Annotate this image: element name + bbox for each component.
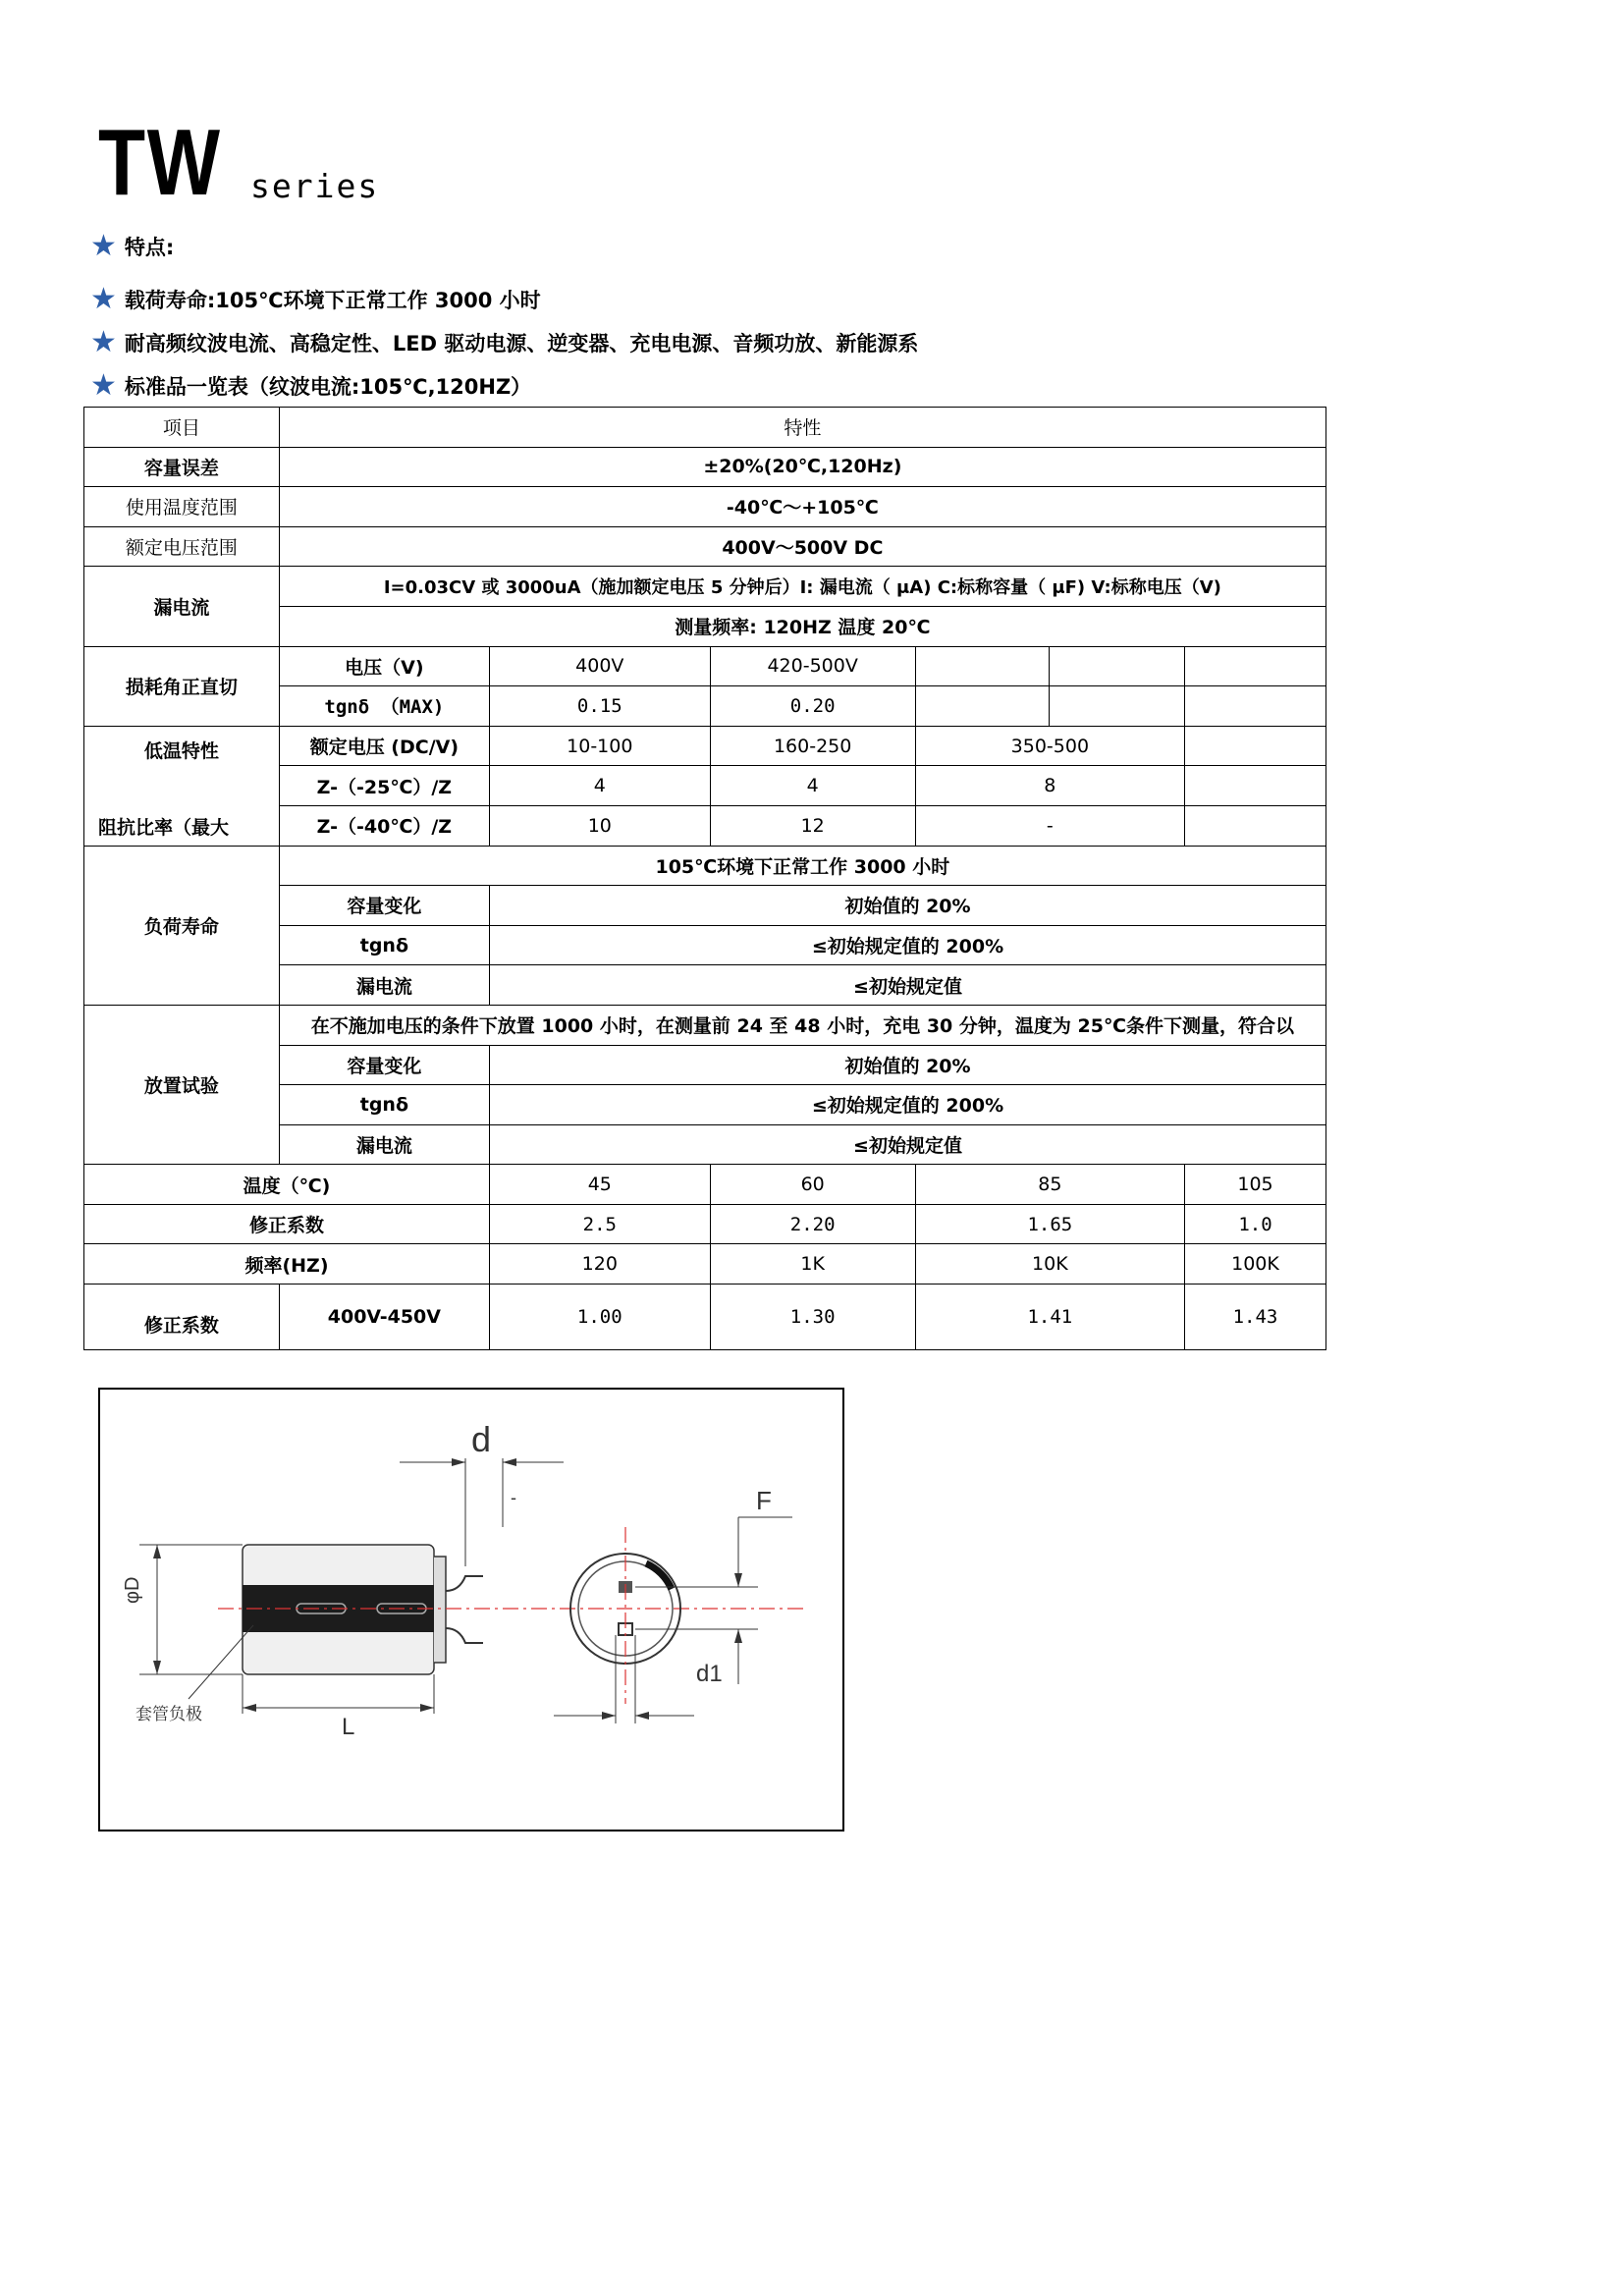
lt-voltage-label: 额定电压 (DC/V): [279, 726, 489, 766]
ll-leak-label: 漏电流: [279, 965, 489, 1006]
tan-tgn-label: tgnδ （MAX): [279, 686, 489, 727]
arrow: [602, 1712, 616, 1720]
label-L: L: [342, 1714, 355, 1740]
label-F: F: [756, 1486, 772, 1515]
freq-factor-1: 1.00: [490, 1285, 711, 1350]
lead-top: [446, 1576, 483, 1591]
table-row: [84, 1165, 1326, 1205]
temp-3: 85: [915, 1165, 1184, 1205]
lt-z40-1: 10: [490, 805, 711, 846]
lt-z40-3: -: [915, 805, 1184, 846]
cap-tolerance-value: ±20%(20℃,120Hz): [279, 447, 1325, 487]
label-phiD: φD: [122, 1576, 143, 1604]
table-row: [84, 1204, 1326, 1244]
temp-range-value: -40℃～+105℃: [279, 487, 1325, 527]
spec-table: [83, 407, 1326, 1350]
temp-factor-3: 1.65: [915, 1204, 1184, 1244]
temp-1: 45: [490, 1165, 711, 1205]
arrow: [734, 1629, 742, 1643]
ll-leak-value: ≤初始规定值: [490, 965, 1326, 1006]
bullet-text: 耐高频纹波电流、高稳定性、LED 驱动电源、逆变器、充电电源、音频功放、新能源系: [124, 332, 919, 355]
freq-4: 100K: [1184, 1244, 1325, 1285]
lt-voltage-1: 10-100: [490, 726, 711, 766]
st-tgn-value: ≤初始规定值的 200%: [490, 1085, 1326, 1125]
table-row: [84, 526, 1326, 567]
leakage-condition: 测量频率: 120HZ 温度 20℃: [279, 606, 1325, 646]
table-row: [84, 487, 1326, 527]
arrow: [635, 1712, 649, 1720]
lt-z25-3: 8: [915, 766, 1184, 806]
load-life-condition: 105℃环境下正常工作 3000 小时: [279, 846, 1325, 886]
leakage-label: 漏电流: [84, 567, 280, 646]
shelf-test-label: 放置试验: [84, 1005, 280, 1164]
lt-voltage-2: 160-250: [710, 726, 915, 766]
temp-2: 60: [710, 1165, 915, 1205]
bullet-features: [90, 229, 175, 263]
tan-value-2: 0.20: [710, 686, 915, 727]
tan-voltage-1: 400V: [490, 646, 711, 686]
arrow: [153, 1661, 161, 1674]
ll-cap-label: 容量变化: [279, 886, 489, 926]
arrow: [503, 1458, 516, 1466]
st-leak-value: ≤初始规定值: [490, 1124, 1326, 1165]
item-header: 项目: [84, 408, 280, 448]
arrow: [734, 1573, 742, 1587]
bullet-text: 特点:: [124, 236, 175, 259]
star-icon: ★: [90, 368, 117, 403]
char-header: 特性: [279, 408, 1325, 448]
freq-factor-label: 修正系数: [84, 1285, 280, 1350]
lt-z25-1: 4: [490, 766, 711, 806]
lt-z40-label: Z-（-40℃）/Z: [279, 805, 489, 846]
temp-label: 温度（℃): [84, 1165, 490, 1205]
freq-factor-4: 1.43: [1184, 1285, 1325, 1350]
bullet-text: 标准品一览表（纹波电流:105℃,120HZ）: [124, 375, 532, 399]
temp-factor-1: 2.5: [490, 1204, 711, 1244]
freq-1: 120: [490, 1244, 711, 1285]
st-leak-label: 漏电流: [279, 1124, 489, 1165]
star-icon: ★: [90, 325, 117, 359]
lead-bottom: [446, 1628, 483, 1643]
cap-tolerance-label: 容量误差: [84, 447, 280, 487]
freq-2: 1K: [710, 1244, 915, 1285]
lt-z25-2: 4: [710, 766, 915, 806]
ll-tgn-label: tgnδ: [279, 925, 489, 965]
tan-delta-label: 损耗角正直切: [84, 646, 280, 726]
load-life-label: 负荷寿命: [84, 846, 280, 1005]
lt-z25-label: Z-（-25℃）/Z: [279, 766, 489, 806]
temp-factor-4: 1.0: [1184, 1204, 1325, 1244]
table-row: [84, 646, 1326, 686]
table-row: [84, 846, 1326, 886]
star-icon: ★: [90, 282, 117, 316]
temp-factor-label: 修正系数: [84, 1204, 490, 1244]
lt-z40-2: 12: [710, 805, 915, 846]
label-d: d: [471, 1419, 492, 1459]
ll-tgn-value: ≤初始规定值的 200%: [490, 925, 1326, 965]
bullet-load-life: [90, 282, 541, 316]
st-cap-label: 容量变化: [279, 1045, 489, 1085]
empty-cell: [1050, 646, 1185, 686]
table-row: [84, 1244, 1326, 1285]
empty-cell: [1184, 766, 1325, 806]
bullet-text: 载荷寿命:105℃环境下正常工作 3000 小时: [124, 289, 541, 312]
lt-voltage-3: 350-500: [915, 726, 1184, 766]
table-row: [84, 567, 1326, 607]
freq-voltage: 400V-450V: [279, 1285, 489, 1350]
ll-cap-value: 初始值的 20%: [490, 886, 1326, 926]
voltage-range-value: 400V～500V DC: [279, 526, 1325, 567]
arrow: [153, 1545, 161, 1558]
label-dash: -: [511, 1488, 516, 1507]
empty-cell: [915, 646, 1050, 686]
freq-3: 10K: [915, 1244, 1184, 1285]
series-subtitle: series: [250, 167, 380, 205]
empty-cell: [1050, 686, 1185, 727]
table-row: [84, 1005, 1326, 1045]
low-temp-label: [84, 726, 280, 846]
table-row: [84, 1285, 1326, 1350]
empty-cell: [1184, 726, 1325, 766]
st-tgn-label: tgnδ: [279, 1085, 489, 1125]
shelf-test-condition: 在不施加电压的条件下放置 1000 小时，在测量前 24 至 48 小时，充电 30 分钟，温度为 25℃条件下测量，符合以: [279, 1005, 1325, 1045]
temp-range-label: 使用温度范围: [84, 487, 280, 527]
leakage-formula: I=0.03CV 或 3000uA（施加额定电压 5 分钟后）I: 漏电流（ μA) C:标称容量（ μF) V:标称电压（V): [279, 567, 1325, 607]
low-temp-label-bottom: 阻抗比率（最大: [98, 816, 230, 839]
polarity-mark: [646, 1563, 672, 1589]
freq-factor-3: 1.41: [915, 1285, 1184, 1350]
arrow: [420, 1704, 434, 1712]
empty-cell: [1184, 805, 1325, 846]
temp-4: 105: [1184, 1165, 1325, 1205]
st-cap-value: 初始值的 20%: [490, 1045, 1326, 1085]
table-row: [84, 726, 1326, 766]
voltage-range-label: 额定电压范围: [84, 526, 280, 567]
arrow: [243, 1704, 256, 1712]
dimension-drawing: [98, 1388, 844, 1831]
tan-voltage-2: 420-500V: [710, 646, 915, 686]
low-temp-label-top: 低温特性: [143, 739, 219, 762]
empty-cell: [1184, 646, 1325, 686]
label-d1: d1: [696, 1661, 723, 1687]
tan-voltage-label: 电压（V): [279, 646, 489, 686]
empty-cell: [915, 686, 1050, 727]
bullet-standard-list: [90, 368, 532, 403]
star-icon: ★: [90, 229, 117, 263]
table-row: [84, 447, 1326, 487]
freq-label: 频率(HZ): [84, 1244, 490, 1285]
tan-value-1: 0.15: [490, 686, 711, 727]
series-title: TW: [98, 110, 222, 215]
temp-factor-2: 2.20: [710, 1204, 915, 1244]
empty-cell: [1184, 686, 1325, 727]
label-sleeve: 套管负极: [135, 1705, 202, 1723]
capacitor-end: [434, 1557, 446, 1663]
table-row: [84, 408, 1326, 448]
freq-factor-2: 1.30: [710, 1285, 915, 1350]
arrow: [452, 1458, 465, 1466]
bullet-applications: [90, 325, 919, 359]
